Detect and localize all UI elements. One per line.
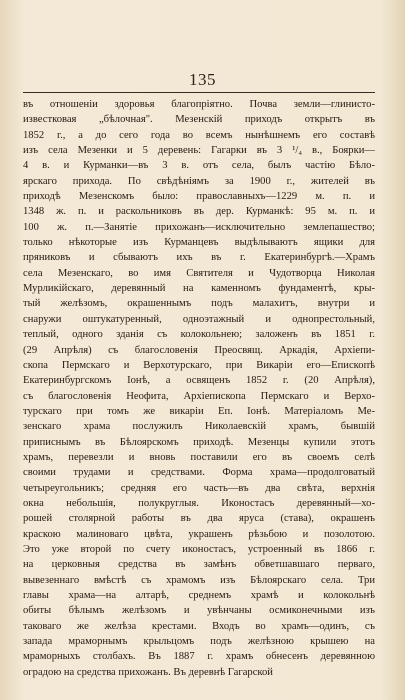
text-line: 100 ж. п.—Занятіе прихожанъ—исключительно землепашество; (23, 221, 375, 233)
text-line: ярскаго прихода. По свѣдѣніямъ за 1900 г., жителей въ (23, 175, 375, 187)
text-line: рошей столярной работы въ два яруса (става), окрашенъ (23, 513, 375, 525)
text-line: съ благословенія Неофита, Архіепископа Пермскаго и Верхо- (23, 390, 375, 402)
text-line: главы храма—на алтарѣ, среднемъ храмѣ и колокольнѣ (23, 590, 375, 601)
text-line: Екатеринбургскомъ Іонѣ, а освященъ 1852 г. (20 Апрѣля), (23, 375, 375, 387)
text-line: снаружи оштукатуренный, одноэтажный и однопрестольный, (23, 313, 375, 325)
text-line: пряниковъ и сбываютъ ихъ въ г. Екатеринбургѣ.—Храмъ (23, 252, 375, 264)
text-line: изъ села Мезенки и 5 деревень: Гагарки въ 3 ¹/₄ в., Боярки— (23, 145, 375, 157)
text-line: (29 Апрѣля) съ благословенія Преосвящ. Аркадія, Архіепи- (23, 344, 375, 356)
text-line: краскою малиноваго цвѣта, украшенъ рѣзьбою и позолотою. (23, 528, 375, 540)
text-line: вывезеннаго вмѣстѣ съ храмомъ изъ Бѣлоярскаго села. Три (23, 574, 375, 586)
text-line: тый желѣзомъ, окрашеннымъ подъ малахитъ, внутри и (23, 298, 375, 310)
text-line: скопа Пермскаго и Верхотурскаго, при Викаріи его—Епископѣ (23, 359, 375, 371)
text-line: 1348 ж. п. и раскольниковъ въ дер. Курманкѣ: 95 м. п. и (23, 206, 375, 218)
text-line: только нѣкоторые изъ Курманцевъ выдѣлываютъ ящики для (23, 237, 375, 249)
text-line: храмъ, перевезли и вновь поставили его въ своемъ селѣ (23, 451, 375, 463)
text-line: известковая „бѣлочная". Мезенскій приходъ открытъ въ (23, 114, 375, 126)
text-line: запада мраморнымъ крыльцомъ подъ желѣзною крышею на (23, 636, 375, 648)
page-number: 135 (189, 70, 216, 89)
header-rule (23, 92, 375, 93)
text-line: 4 в. и Курманки—въ 3 в. отъ села, былъ частію Бѣло- (23, 160, 375, 172)
text-line: оградою на средства прихожанъ. Въ деревнѣ Гагарской (23, 666, 273, 678)
text-line: приписнымъ въ Бѣлоярскомъ приходѣ. Мезенцы купили этотъ (23, 436, 375, 448)
text-line: Мурликійскаго, деревянный на каменномъ фундаментѣ, кры- (23, 283, 375, 295)
text-line: четыреугольникъ; средняя его часть—въ два свѣта, верхнія (23, 482, 375, 494)
text-line: въ отношеніи здоровья благопріятно. Почва земли—глинисто- (23, 99, 375, 110)
text-line: Это уже второй по счету иконостасъ, устроенный въ 1866 г. (23, 543, 375, 555)
text-line: мраморныхъ столбахъ. Въ 1887 г. храмъ обнесенъ деревянною (23, 651, 375, 663)
text-line: 1852 г., а до сего года во всемъ нынѣшнемъ его составѣ (23, 129, 375, 141)
text-line: приходѣ Мезенскомъ было: православныхъ—1229 м. п. и (23, 191, 375, 203)
text-line: зенскаго храма послужилъ Николаевскій храмъ, бывшій (23, 421, 375, 433)
text-line: таковаго же желѣза крестами. Входъ во храмъ—одинъ, съ (23, 620, 375, 632)
text-line: окна небольшія, полукруглыя. Иконостасъ деревянный—хо- (23, 497, 375, 509)
text-line: села Мезенскаго, во имя Святителя и Чудотворца Николая (23, 267, 375, 279)
text-line: обиты бѣлымъ желѣзомъ и увѣнчаны осмиконечными изъ (23, 605, 375, 617)
body-text (23, 97, 375, 680)
text-line: турскаго при томъ же викаріи Еп. Іонѣ. Матеріаломъ Ме- (23, 405, 375, 417)
text-line: на церковныя средства въ замѣнъ обветшавшаго перваго, (23, 559, 375, 571)
text-line: своими трудами и средствами. Форма храма—продолговатый (23, 467, 375, 479)
text-line: теплый, одного зданія съ колокольнею; заложенъ въ 1851 г. (23, 329, 375, 341)
